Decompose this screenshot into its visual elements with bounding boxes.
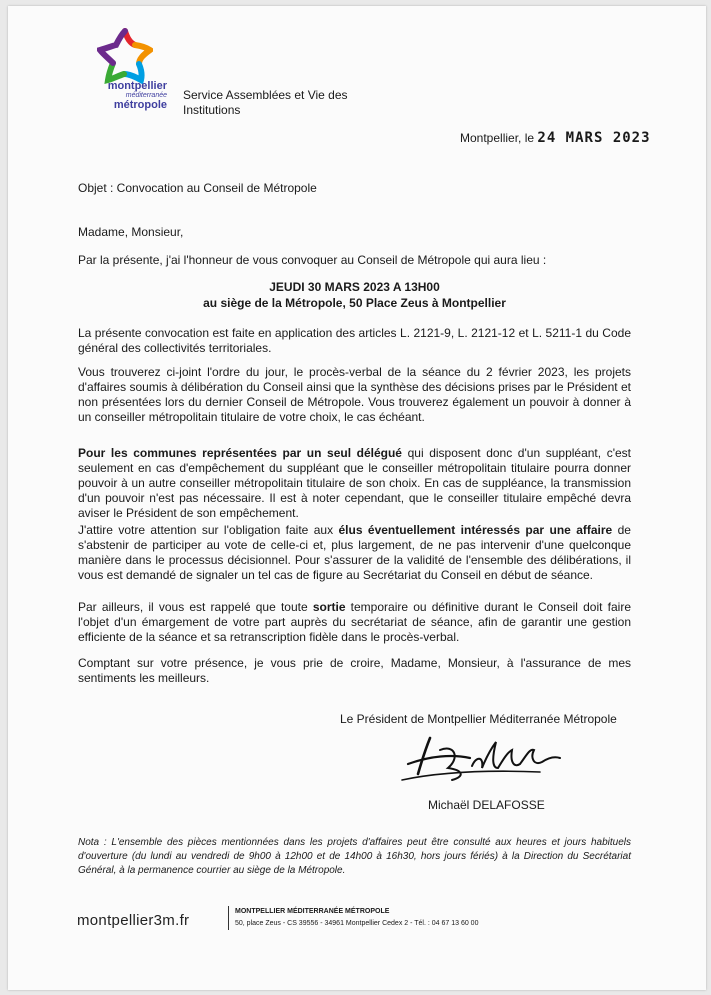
logo-line-1: montpellier	[107, 80, 167, 92]
letter-date	[460, 130, 651, 146]
meeting-place: au siège de la Métropole, 50 Place Zeus à Montpellier	[203, 296, 506, 310]
logo-line-2: méditerranée	[125, 92, 167, 99]
service-name: Service Assemblées et Vie des Institutions	[183, 88, 348, 117]
date-stamp: 24 MARS 2023	[537, 130, 651, 146]
exit-text-after: temporaire ou définitive durant le Conseil doit faire l'objet d'un émargement de votre part auprès du secrétariat de séance, afin de garantir une gestion efficiente de la séance et sa retranscription fidèle dans le procès-verbal.	[78, 600, 631, 644]
exit-emphasis: sortie	[312, 600, 346, 614]
signatory-name: Michaël DELAFOSSE	[428, 798, 545, 812]
signatory-title: Le Président de Montpellier Méditerranée Métropole	[340, 712, 617, 726]
intro-paragraph: Par la présente, j'ai l'honneur de vous convoquer au Conseil de Métropole qui aura lieu :	[78, 253, 547, 267]
paragraph-documents: Vous trouverez ci-joint l'ordre du jour, le procès-verbal de la séance du 2 février 2023, les projets d'affaires soumis à délibération du Conseil ainsi que la synthèse des décisions prises par le Président et non présentées lors du dernier Conseil de Métropole. Vous trouverez également un pouvoir à donner à un conseiller métropolitain titulaire de votre choix, le cas échéant.	[78, 365, 631, 424]
meeting-date: JEUDI 30 MARS 2023 A 13H00	[269, 280, 440, 294]
closing-paragraph: Comptant sur votre présence, je vous prie de croire, Madame, Monsieur, à l'assurance de mes sentiments les meilleurs.	[78, 656, 631, 685]
paragraph-exit	[78, 600, 631, 645]
conflict-text-before: J'attire votre attention sur l'obligation faite aux	[78, 523, 339, 537]
date-prefix: Montpellier, le	[460, 131, 535, 145]
conflict-emphasis: élus éventuellement intéressés par une affaire	[338, 523, 613, 537]
delegates-emphasis: Pour les communes représentées par un seul délégué	[78, 446, 402, 460]
paragraph-conflict	[78, 523, 631, 583]
footer-website: montpellier3m.fr	[77, 912, 190, 929]
nota-note: Nota : L'ensemble des pièces mentionnées dans les projets d'affaires peut être consulté aux heures et jours habituels d'ouverture (du lundi au vendredi de 9h00 à 12h00 et de 14h00 à 16h30, hors jours fériés) à la Direction du Secrétariat Général, à la permanence courrier au siège de la Métropole.	[78, 837, 631, 876]
handwritten-signature	[400, 728, 590, 788]
footer-organization: MONTPELLIER MÉDITERRANÉE MÉTROPOLE	[235, 908, 390, 915]
star-logo-icon	[97, 28, 153, 84]
footer-address: 50, place Zeus - CS 39556 - 34961 Montpellier Cedex 2 - Tél. : 04 67 13 60 00	[235, 920, 479, 927]
conflict-text-after: de s'abstenir de participer au vote de celle-ci et, plus largement, de ne pas intervenir d'une quelconque manière dans le processus décisionnel. Pour s'assurer de la validité de l'ensemble des délibérations, il vous est demandé de signaler un tel cas de figure au Secrétariat du Conseil en début de séance.	[78, 523, 631, 582]
letter-subject: Objet : Convocation au Conseil de Métropole	[78, 181, 317, 195]
footer-divider	[228, 906, 229, 930]
delegates-text: qui disposent donc d'un suppléant, c'est seulement en cas d'empêchement du suppléant que le conseiller métropolitain titulaire pourra donner pouvoir à un autre conseiller métropolitain titulaire de son choix. En cas de suppléance, la transmission d'un pouvoir n'est pas nécessaire. Il est à noter cependant, que le conseiller titulaire empêché devra aviser le Président de son empêchement.	[78, 446, 632, 520]
salutation: Madame, Monsieur,	[78, 225, 184, 239]
paragraph-legal: La présente convocation est faite en application des articles L. 2121-9, L. 2121-12 et L. 5211-1 du Code général des collectivités territoriales.	[78, 326, 631, 355]
logo-line-3: métropole	[113, 99, 167, 111]
exit-text-before: Par ailleurs, il vous est rappelé que toute	[78, 600, 313, 614]
paragraph-delegates	[78, 446, 631, 521]
